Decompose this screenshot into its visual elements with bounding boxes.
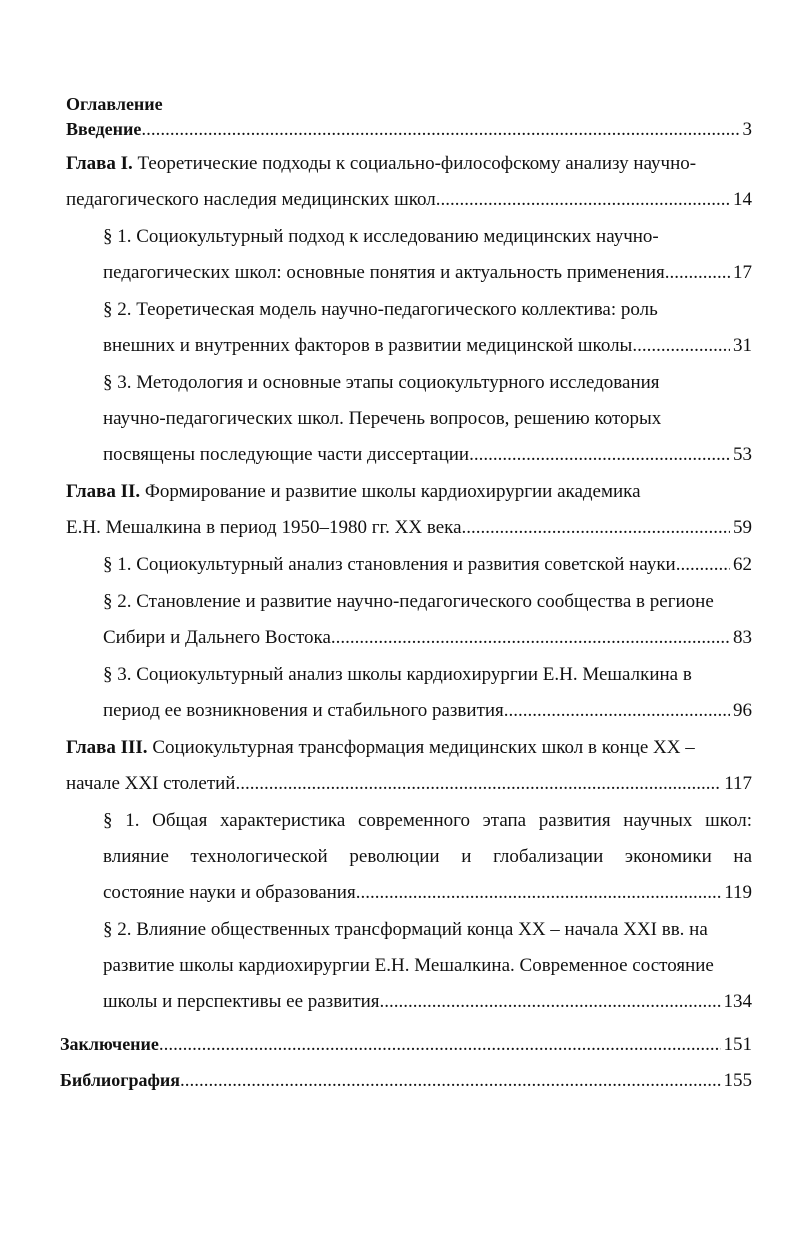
- section-title-cont: влияние технологической революции и глобализации экономики на: [103, 846, 752, 867]
- toc-page-number: 14: [733, 189, 752, 210]
- toc-section-2-2-line1[interactable]: [103, 590, 752, 614]
- section-title-cont: школы и перспективы ее развития: [103, 991, 380, 1012]
- section-title: § 3. Методология и основные этапы социокультурного исследования: [103, 372, 660, 393]
- chapter-title-cont: начале XXI столетий: [66, 773, 236, 794]
- toc-section-3-1-line1[interactable]: [103, 809, 752, 833]
- section-title-cont: развитие школы кардиохирургии Е.Н. Мешалкина. Современное состояние: [103, 955, 714, 976]
- section-title: § 1. Общая характеристика современного этапа развития научных школ:: [103, 810, 752, 831]
- chapter-title-cont: педагогического наследия медицинских школ: [66, 189, 436, 210]
- toc-entry-label: Библиография: [60, 1070, 181, 1090]
- toc-entry-label: Введение: [66, 119, 142, 139]
- toc-page-number: 62: [733, 554, 752, 575]
- toc-leader-dots: [331, 626, 730, 650]
- toc-section-3-1-line3[interactable]: [103, 881, 752, 905]
- toc-page-number: 151: [723, 1034, 752, 1055]
- section-title-cont: внешних и внутренних факторов в развитии медицинской школы: [103, 335, 633, 356]
- section-title-cont: научно-педагогических школ. Перечень вопросов, решению которых: [103, 408, 662, 429]
- toc-entry-introduction[interactable]: [66, 117, 752, 142]
- toc-section-1-3-line3[interactable]: [103, 443, 752, 467]
- section-title-cont: педагогических школ: основные понятия и актуальность применения: [103, 262, 665, 283]
- toc-chapter-3-line2[interactable]: [66, 772, 752, 796]
- toc-leader-dots: [504, 699, 730, 723]
- chapter-prefix: Глава III.: [66, 737, 148, 758]
- toc-leader-dots: [235, 772, 721, 796]
- toc-section-1-1-line1[interactable]: [103, 225, 752, 249]
- chapter-title: Формирование и развитие школы кардиохирургии академика: [140, 481, 641, 502]
- toc-section-3-2-line3[interactable]: [103, 990, 752, 1014]
- toc-page-number: 17: [733, 262, 752, 283]
- toc-section-2-3-line1[interactable]: [103, 663, 752, 687]
- toc-chapter-3-line1[interactable]: [66, 736, 752, 760]
- toc-section-1-2-line2[interactable]: [103, 334, 752, 358]
- section-title: § 1. Социокультурный анализ становления и развития советской науки: [103, 554, 676, 575]
- toc-chapter-1-line1[interactable]: [66, 152, 752, 176]
- toc-section-2-2-line2[interactable]: [103, 626, 752, 650]
- toc-title: Оглавление: [66, 94, 163, 114]
- toc-section-2-1[interactable]: [103, 553, 752, 577]
- toc-section-1-2-line1[interactable]: [103, 298, 752, 322]
- toc-leader-dots: [632, 334, 730, 358]
- chapter-title-cont: Е.Н. Мешалкина в период 1950–1980 гг. XX века: [66, 517, 462, 538]
- toc-leader-dots: [469, 443, 730, 467]
- toc-leader-dots: [159, 1033, 721, 1057]
- toc-page-number: 117: [724, 773, 752, 794]
- toc-section-3-2-line2[interactable]: [103, 954, 752, 978]
- toc-leader-dots: [356, 881, 721, 905]
- section-title: § 3. Социокультурный анализ школы кардиохирургии Е.Н. Мешалкина в: [103, 664, 692, 685]
- section-title: § 2. Влияние общественных трансформаций конца XX – начала XXI вв. на: [103, 919, 708, 940]
- toc-section-3-2-line1[interactable]: [103, 918, 752, 942]
- toc-page-number: 155: [723, 1070, 752, 1091]
- toc-leader-dots: [462, 516, 730, 540]
- toc-entry-label: Заключение: [60, 1034, 159, 1054]
- toc-chapter-2-line1[interactable]: [66, 480, 752, 504]
- toc-section-1-3-line1[interactable]: [103, 371, 752, 395]
- section-title-cont: период ее возникновения и стабильного развития: [103, 700, 504, 721]
- toc-page-number: 31: [733, 335, 752, 356]
- section-title-cont: Сибири и Дальнего Востока: [103, 627, 331, 648]
- chapter-prefix: Глава II.: [66, 481, 141, 502]
- toc-page-number: 3: [742, 119, 752, 140]
- toc-section-2-3-line2[interactable]: [103, 699, 752, 723]
- toc-entry-bibliography[interactable]: [60, 1068, 752, 1093]
- toc-leader-dots: [676, 553, 730, 577]
- section-title-cont: посвящены последующие части диссертации: [103, 444, 470, 465]
- toc-page-number: 53: [733, 444, 752, 465]
- chapter-prefix: Глава I.: [66, 153, 133, 174]
- toc-section-1-3-line2[interactable]: [103, 407, 752, 431]
- toc-section-1-1-line2[interactable]: [103, 261, 752, 285]
- toc-leader-dots: [665, 261, 730, 285]
- toc-chapter-2-line2[interactable]: [66, 516, 752, 540]
- toc-leader-dots: [141, 118, 739, 142]
- toc-page-number: 59: [733, 517, 752, 538]
- toc-entry-conclusion[interactable]: [60, 1032, 752, 1057]
- toc-page-number: 134: [723, 991, 752, 1012]
- toc-leader-dots: [380, 990, 721, 1014]
- toc-page-number: 96: [733, 700, 752, 721]
- section-title: § 2. Становление и развитие научно-педагогического сообщества в регионе: [103, 591, 714, 612]
- toc-chapter-1-line2[interactable]: [66, 188, 752, 212]
- section-title: § 2. Теоретическая модель научно-педагогического коллектива: роль: [103, 299, 658, 320]
- chapter-title: Теоретические подходы к социально-философскому анализу научно-: [132, 153, 697, 174]
- chapter-title: Социокультурная трансформация медицинских школ в конце XX –: [147, 737, 695, 758]
- toc-leader-dots: [436, 188, 730, 212]
- section-title: § 1. Социокультурный подход к исследованию медицинских научно-: [103, 226, 659, 247]
- toc-page-number: 83: [733, 627, 752, 648]
- toc-page-number: 119: [724, 882, 752, 903]
- toc-section-3-1-line2[interactable]: [103, 845, 752, 869]
- section-title-cont: состояние науки и образования: [103, 882, 356, 903]
- toc-leader-dots: [180, 1069, 720, 1093]
